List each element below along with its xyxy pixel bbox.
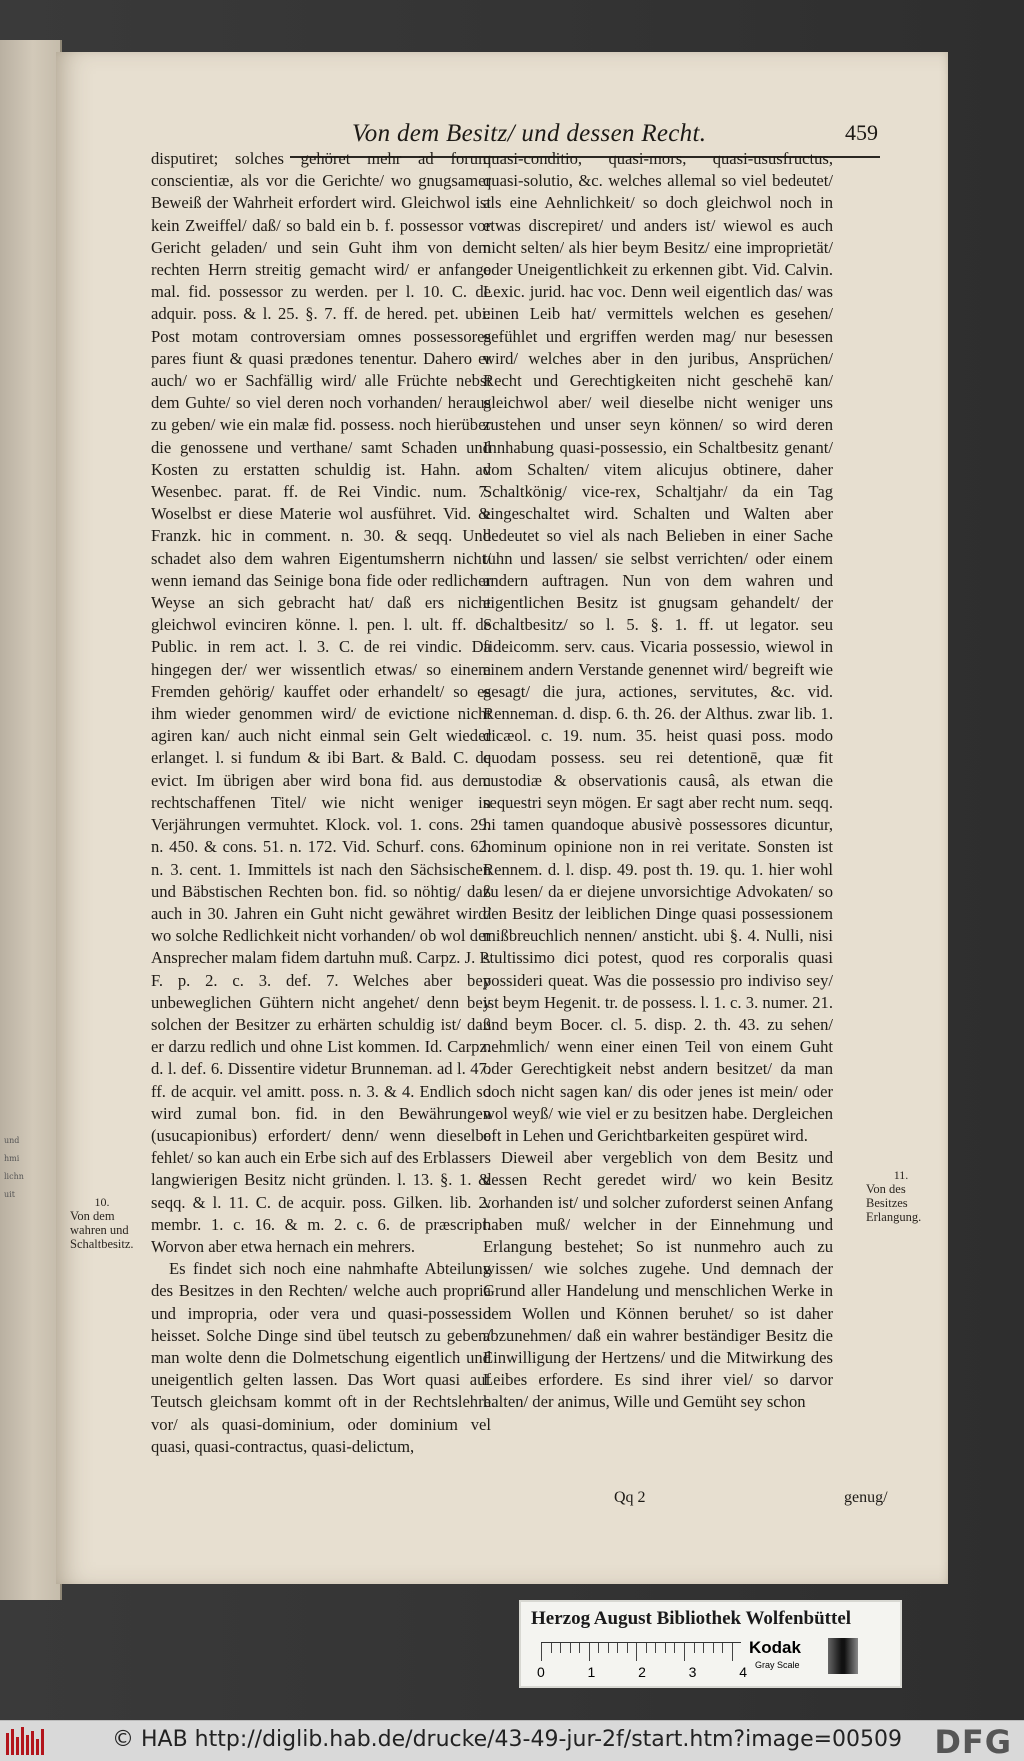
catchword: genug/ (844, 1489, 888, 1506)
margin-note-left (70, 1195, 134, 1251)
paragraph: Es findet sich noch eine nahmhafte Abteilung des Besitzes in den Rechten/ welche auch propria und impropria, oder vera und quasi-possessio heisset. Solche Dinge sind übel teutsch zu geben/ man wolte denn die Dolmetschung eigentlich und uneigentlich gelten lassen. Das Wort quasi auf Teutsch gleichsam kommt oft in der Rechtslehre vor/ als quasi-dominium, oder dominium vel quasi, quasi-contractus, quasi-delictum, (151, 1259, 491, 1456)
scale-digit: 0 (537, 1664, 545, 1680)
leaf-fragment: lichn (4, 1172, 24, 1181)
previous-leaf-edge (0, 40, 62, 1600)
scale-digit: 2 (638, 1664, 646, 1680)
scale-digit: 3 (688, 1664, 697, 1680)
scale-digit: 1 (587, 1664, 596, 1680)
gray-scale-label: Gray Scale (755, 1660, 800, 1670)
leaf-fragment: uit (4, 1190, 15, 1199)
margin-note-text: Von des Besitzes Erlangung. (866, 1182, 922, 1224)
library-name: Herzog August Bibliothek Wolfenbüttel (531, 1608, 852, 1629)
signature-mark: Qq 2 (614, 1489, 646, 1506)
margin-note-number: 11. (893, 1168, 909, 1182)
page-number: 459 (845, 120, 878, 145)
paragraph: quasi-conditio, quasi-mors, quasi-ususfructus, quasi-solutio, &c. welches allemal so viel bedeutet/ als eine Aehnlichkeit/ so doch gleichwol noch in etwas discrepiret/ und anders ist/ wiewol es auch nicht selten/ als hier beym Besitz/ eine improprietät/ oder Uneigentlichkeit zu erkennen gibt. Vid. Calvin. Lexic. jurid. hac voc. Denn weil eigentlich das/ was einen Leib hat/ vermittels welchen es gesehen/ gefühlet und ergriffen werden mag/ nur besessen wird/ welches aber in den juribus, Ansprüchen/ Recht und Gerechtigkeiten nicht geschehē kan/ gleichwol aber/ weil dieselbe nicht weniger uns zustehen und unser seyn können/ so wird deren Innhabung quasi-possessio, ein Schaltbesitz genant/ vom Schalten/ vitem alicujus obtinere, daher Schaltkönig/ vice-rex, Schaltjahr/ da ein Tag eingeschaltet wird. Schalten und Walten aber bedeutet so viel als nach Belieben in einer Sache tuhn und lassen/ sie selbst verrichten/ oder einem andern auftragen. Nun von dem wahren und eigentlichen Besitz ist gnugsam gehandelt/ der Schaltbesitz/ so l. 5. §. 1. ff. ut legator. seu fideicomm. serv. caus. Vicaria possessio, wiewol in einem andern Verstande genennet wird/ begreift wie gesagt/ die jura, actiones, servitutes, &c. vid. Renneman. d. disp. 6. th. 26. der Althus. zwar lib. 1. dicæol. c. 19. num. 35. heist quasi poss. modo quodam possess. seu rei detentionē, quæ fit custodiæ & observationis causâ, als etwan die sequestri seyn mögen. Er sagt aber recht num. seqq. hi tamen quandoque abusivè possessores dicuntur, hominum opinione non in rei veritate. Sonsten ist Rennem. d. l. disp. 49. post th. 19. qu. 1. hier wohl zu lesen/ da er diejene unvorsichtige Advokaten/ so den Besitz der leiblichen Dinge quasi possessionem mißbreuchlich nennen/ ansticht. ubi §. 4. Nulli, nisi stultissimo dici potest, quod res corporalis quasi possideri queat. Was die possessio pro indiviso sey/ ist beym Hegenit. tr. de possess. l. 1. c. 3. numer. 21. und beym Bocer. cl. 5. disp. 2. th. 43. zu sehen/ nehmlich/ wenn einer einen Teil von einem Guht oder Gerechtigkeit nebst andern besitzet/ da man doch nicht sagen kan/ dis oder jenes ist mein/ oder wol weyß/ wie viel er zu besitzen habe. Dergleichen oft in Lehen und Gerichtbarkeiten gespüret wird. (483, 149, 833, 1145)
book-page (56, 52, 948, 1584)
viewer-footer (0, 1720, 1024, 1761)
scale-digit: 4 (739, 1664, 747, 1680)
leaf-fragment: und (4, 1136, 20, 1145)
library-color-card (519, 1600, 902, 1688)
paragraph: Dieweil aber vergeblich von dem Besitz und dessen Recht geredet wird/ wo kein Besitz vorhanden ist/ und solcher zuforderst seinen Anfang haben muß/ welcher in der Einnehmung und Erlangung bestehet; So ist nunmehro auch zu wissen/ wie solches zugehe. Und demnach der Grund aller Handelung und menschlichen Werke in dem Wollen und Können beruhet/ so ist daher abzunehmen/ daß ein wahrer beständiger Besitz die Einwilligung der Hertzens/ und die Mitwirkung des Leibes erfordere. Es sind ihrer viel/ so darvor halten/ der animus, Wille und Gemüht sey schon (483, 1148, 833, 1412)
source-url-link[interactable]: © HAB http://diglib.hab.de/drucke/43-49-jur-2f/start.htm?image=00509 (112, 1727, 903, 1752)
hab-logo-icon (6, 1727, 46, 1755)
dfg-logo: DFG (934, 1723, 1012, 1761)
margin-note-text: Von dem wahren und Schaltbesitz. (70, 1209, 134, 1251)
scale-digits (537, 1664, 747, 1680)
gray-swatch (828, 1638, 858, 1674)
paragraph: disputiret; solches gehöret mehr ad forum conscientiæ, als vor die Gerichte/ wo gnugsamer Beweiß der Wahrheit erfordert wird. Gleichwol ist kein Zweiffel/ daß/ so bald ein b. f. possessor vor Gericht geladen/ und sein Guht ihm von dem rechten Herrn streitig gemacht wird/ er anfange mal. fid. possessor zu werden. per l. 10. C. de adquir. poss. & l. 25. §. 7. ff. de hered. pet. ubi: Post motam controversiam omnes possessores pares fiunt & quasi prædones tenentur. Dahero er auch/ wo er Sachfällig wird/ alle Früchte nebst dem Guhte/ so viel deren noch vorhanden/ heraus zu geben/ wie ein malæ fid. possess. noch hierüber die genossene und verthane/ samt Schaden und Kosten zu erstatten schuldig ist. Hahn. ad Wesenbec. parat. ff. de Rei Vindic. num. 7. Woselbst er diese Materie wol ausführet. Vid. & Franzk. hic in comment. n. 30. & seqq. Und schadet also dem wahren Eigentumsherrn nicht/ wenn iemand das Seinige bona fide oder redlicher Weyse an sich gebracht hat/ daß ers nicht gleichwol evinciren könne. l. pen. l. ult. ff. de Public. in rem act. l. 3. C. de rei vindic. Da hingegen der/ wer wissentlich etwas/ so einem Fremden gehörig/ kauffet oder erhandelt/ so es ihm wieder genommen wird/ de evictione nicht agiren kan/ auch nicht einmal sein Gelt wieder erlanget. l. si fundum & ibi Bart. & Bald. C. de evict. Im übrigen aber wird bona fid. aus dem rechtschaffenen Titel/ wie nicht weniger in Verjährungen vermuhtet. Klock. vol. 1. cons. 29. n. 450. & cons. 51. n. 172. Vid. Schurf. cons. 62. n. 3. cent. 1. Immittels ist nach den Sächsischen und Bäbstischen Rechten bon. fid. so nöhtig/ daß auch in 30. Jahren ein Guht nicht gewähret wird/ wo solche Redlichkeit nicht vorhanden/ ob wol der Ansprecher malam fidem dartuhn muß. Carpz. J. P. F. p. 2. c. 3. def. 7. Welches aber bey unbeweglichen Gühtern nicht angehet/ denn bey solchen der Besitzer zu erhärten schuldig ist/ daß er darzu redlich und ohne List kommen. Id. Carpz. d. l. def. 6. Dissentire videtur Brunneman. ad l. 47. ff. de acquir. vel amitt. poss. n. 3. & 4. Endlich so wird zumal bon. fid. in den Bewährungen (usucapionibus) erfordert/ denn/ wenn dieselbe fehlet/ so kan auch ein Erbe sich auf des Erblassers langwierigen Besitz nicht gründen. l. 13. §. 1. & seqq. & l. 11. C. de acquir. poss. Gilken. lib. 2. membr. 1. c. 16. & m. 2. c. 6. de præscript. Worvon aber etwa hernach ein mehrers. (151, 149, 491, 1256)
running-head-title: Von dem Besitz/ und dessen Recht. (352, 120, 707, 147)
right-column (483, 148, 833, 1414)
scale-ruler (541, 1642, 741, 1664)
margin-note-right (866, 1168, 936, 1224)
margin-note-number: 10. (94, 1195, 110, 1209)
left-column (151, 148, 491, 1458)
kodak-logo: Kodak (749, 1638, 801, 1657)
leaf-fragment: hmi (4, 1154, 20, 1163)
